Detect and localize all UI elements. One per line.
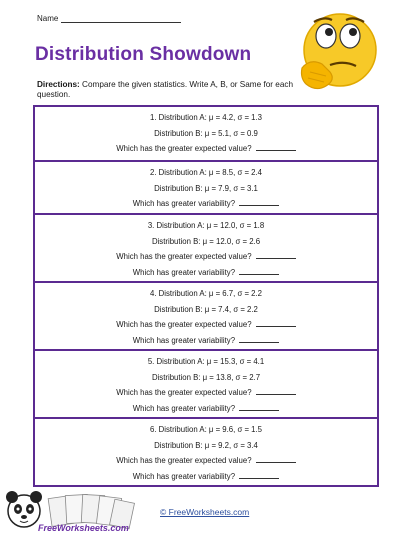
- problem-2: [35, 160, 377, 213]
- question-text: Which has the greater expected value?: [116, 456, 252, 465]
- problem-3-dist-a: 3. Distribution A: μ = 12.0, σ = 1.8: [147, 221, 265, 230]
- problem-5-question-variability: [35, 401, 377, 417]
- problem-3-dist-b: Distribution B: μ = 12.0, σ = 2.6: [151, 236, 261, 246]
- problem-4-question-variability: [35, 333, 377, 349]
- answer-blank[interactable]: [239, 403, 279, 411]
- answer-blank[interactable]: [239, 471, 279, 479]
- problem-4: [35, 281, 377, 349]
- problem-3-question-variability: [35, 265, 377, 281]
- question-text: Which has the greater expected value?: [116, 144, 252, 153]
- question-text: Which has greater variability?: [132, 199, 236, 208]
- problem-1-dist-a: 1. Distribution A: μ = 4.2, σ = 1.3: [149, 113, 263, 122]
- problem-1-dist-b: Distribution B: μ = 5.1, σ = 0.9: [154, 128, 258, 138]
- problem-1-question-expected: [35, 141, 377, 157]
- problem-5: [35, 349, 377, 417]
- problem-3-question-expected: [35, 249, 377, 265]
- question-text: Which has greater variability?: [132, 403, 236, 413]
- answer-blank[interactable]: [256, 143, 296, 151]
- answer-blank[interactable]: [256, 319, 296, 327]
- problem-3: [35, 213, 377, 281]
- problem-6-dist-a: 6. Distribution A: μ = 9.6, σ = 1.5: [149, 425, 263, 434]
- question-text: Which has the greater expected value?: [116, 320, 252, 329]
- page-title: Distribution Showdown: [35, 44, 252, 65]
- answer-blank[interactable]: [256, 251, 296, 259]
- thinking-face-emoji-icon: [296, 10, 380, 100]
- problem-1: [35, 107, 377, 160]
- directions-label: Directions:: [37, 80, 80, 89]
- directions: [37, 80, 299, 100]
- answer-blank[interactable]: [256, 455, 296, 463]
- directions-text: Compare the given statistics. Write A, B, or Same for each question.: [37, 80, 294, 99]
- problem-2-dist-a: 2. Distribution A: μ = 8.5, σ = 2.4: [149, 168, 263, 177]
- problem-2-dist-b: Distribution B: μ = 7.9, σ = 3.1: [154, 183, 258, 193]
- question-text: Which has greater variability?: [132, 471, 236, 481]
- name-label: Name: [37, 14, 59, 23]
- problem-6-question-variability: [35, 469, 377, 485]
- answer-blank[interactable]: [239, 198, 279, 206]
- logo-text: FreeWorksheets.com: [38, 523, 129, 533]
- problem-4-dist-b: Distribution B: μ = 7.4, σ = 2.2: [154, 304, 258, 314]
- copyright-link[interactable]: © FreeWorksheets.com: [160, 507, 250, 517]
- problem-6: [35, 417, 377, 485]
- answer-blank[interactable]: [239, 267, 279, 275]
- question-text: Which has the greater expected value?: [116, 388, 252, 397]
- answer-blank[interactable]: [239, 335, 279, 343]
- problem-5-question-expected: [35, 385, 377, 401]
- problem-4-question-expected: [35, 317, 377, 333]
- problem-2-question-variability: [35, 196, 377, 212]
- problems-table: [33, 105, 379, 487]
- problem-6-question-expected: [35, 453, 377, 469]
- problem-5-dist-b: Distribution B: μ = 13.8, σ = 2.7: [151, 372, 261, 382]
- question-text: Which has the greater expected value?: [116, 252, 252, 261]
- question-text: Which has greater variability?: [132, 335, 236, 345]
- problem-6-dist-b: Distribution B: μ = 9.2, σ = 3.4: [154, 440, 258, 450]
- problem-5-dist-a: 5. Distribution A: μ = 15.3, σ = 4.1: [147, 357, 265, 366]
- name-row: [37, 14, 181, 23]
- answer-blank[interactable]: [256, 387, 296, 395]
- question-text: Which has greater variability?: [132, 267, 236, 277]
- problem-4-dist-a: 4. Distribution A: μ = 6.7, σ = 2.2: [149, 289, 263, 298]
- name-blank[interactable]: [61, 14, 181, 23]
